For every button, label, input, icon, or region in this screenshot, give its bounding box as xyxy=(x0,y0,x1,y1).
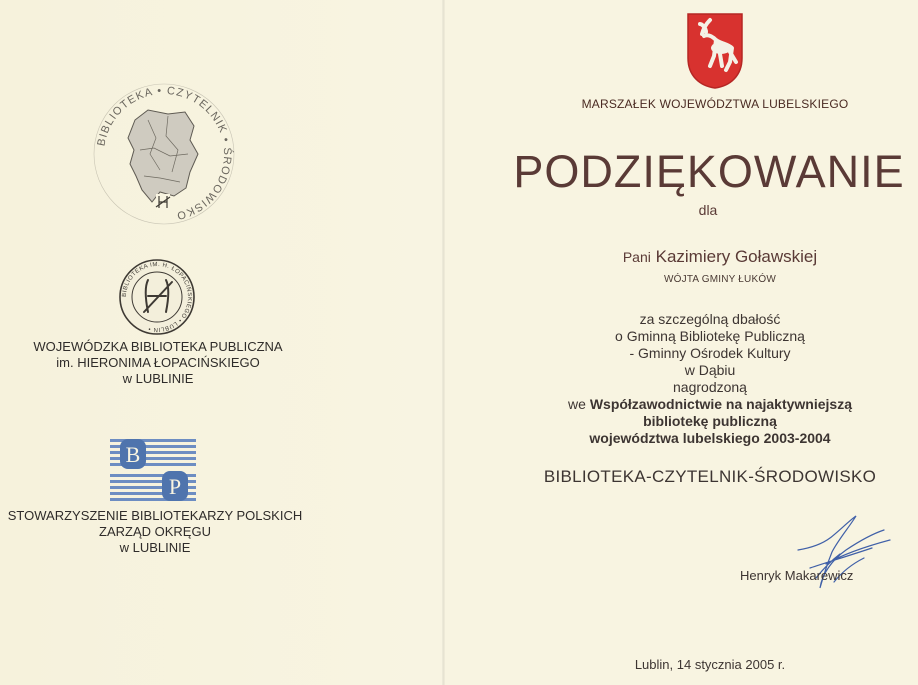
library-seal-logo xyxy=(118,258,196,336)
recipient-role: WÓJTA GMINY ŁUKÓW xyxy=(664,274,776,285)
body-line: za szczególną dbałość xyxy=(639,311,781,327)
recipient-name: Kazimiery Goławskiej xyxy=(655,247,818,266)
small-seal-inscription: BIBLIOTEKA IM. H. ŁOPACIŃSKIEGO • LUBLIN • xyxy=(121,261,193,333)
body-line-bold: województwa lubelskiego 2003-2004 xyxy=(589,430,831,446)
library-name-line2: im. HIERONIMA ŁOPACIŃSKIEGO xyxy=(56,355,260,370)
association-line2: ZARZĄD OKRĘGU xyxy=(99,524,211,539)
monogram-icon xyxy=(156,194,170,210)
competition-name: Współzawodnictwie na najaktywniejszą xyxy=(589,396,852,412)
library-name-line3: w LUBLINIE xyxy=(122,371,194,386)
body-line-competition xyxy=(530,396,890,413)
body-line-bold: bibliotekę publiczną xyxy=(643,413,777,429)
association-line1: STOWARZYSZENIE BIBLIOTEKARZY POLSKICH xyxy=(7,508,303,523)
recipient-prefix: Pani xyxy=(622,249,651,265)
place-date: Lublin, 14 stycznia 2005 r. xyxy=(634,657,786,672)
association-name xyxy=(0,508,310,556)
page-fold xyxy=(442,0,445,685)
body-line: nagrodzoną xyxy=(673,379,747,395)
seal-inscription: BIBLIOTEKA • CZYTELNIK • ŚRODOWISKO xyxy=(95,84,234,222)
body-text xyxy=(530,311,890,447)
body-line-prefix: we xyxy=(568,396,586,412)
recipient xyxy=(560,247,880,267)
association-logo xyxy=(110,439,196,501)
handwritten-signature xyxy=(780,508,896,608)
document-title: PODZIĘKOWANIE xyxy=(513,146,905,197)
logo-letter-p: P xyxy=(168,474,182,499)
body-line: w Dąbiu xyxy=(684,362,736,378)
library-name-line1: WOJEWÓDZKA BIBLIOTEKA PUBLICZNA xyxy=(33,339,283,354)
body-line: - Gminny Ośrodek Kultury xyxy=(629,345,791,361)
library-name xyxy=(20,339,296,387)
association-line3: w LUBLINIE xyxy=(119,540,191,555)
for-word: dla xyxy=(698,202,718,218)
slogan: BIBLIOTEKA-CZYTELNIK-ŚRODOWISKO xyxy=(543,467,877,486)
issuer-name: MARSZAŁEK WOJEWÓDZTWA LUBELSKIEGO xyxy=(581,97,849,111)
body-line: o Gminną Bibliotekę Publiczną xyxy=(615,328,805,344)
coat-of-arms-deer-icon xyxy=(686,12,744,90)
library-map-seal xyxy=(90,80,238,228)
logo-letter-b: B xyxy=(125,442,141,467)
signer-name: Henryk Makarewicz xyxy=(740,568,854,583)
